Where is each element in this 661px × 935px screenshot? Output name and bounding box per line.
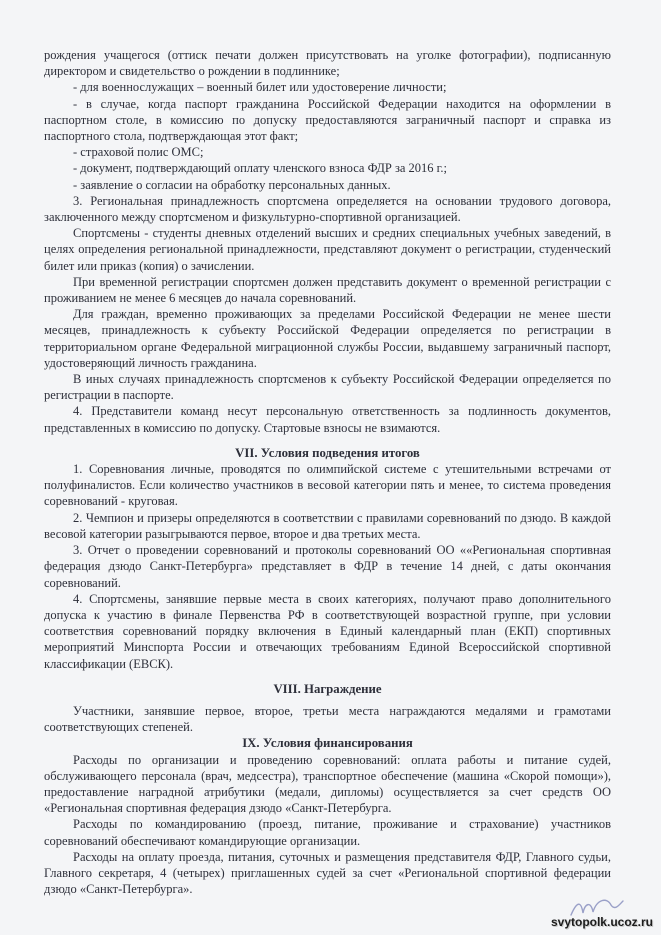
paragraph: 3. Региональная принадлежность спортсмена определяется на основании трудового договора, заключенного между спортсменом и физкультурно-спортивной организацией.	[44, 193, 611, 225]
paragraph: Участники, занявшие первое, второе, третьи места награждаются медалями и грамотами соответствующих степеней.	[44, 703, 611, 735]
list-item: - заявление о согласии на обработку персональных данных.	[73, 177, 391, 192]
paragraph: 4. Спортсмены, занявшие первые места в своих категориях, получают право дополнительного допуска к участию в финале Первенства РФ в соответствующей возрастной группе, при условии соответствия соревнований порядку включения в Единый календарный план (ЕКП) спортивных мероприятий Минспорта России и отвечающих требованиям Единой Всероссийской спортивной классификации (ЕВСК).	[44, 591, 611, 671]
paragraph: Расходы по организации и проведению соревнований: оплата работы и питание судей, обслуживающего персонала (врач, медсестра), транспортное обеспечение (машина «Скорой помощи»), предоставление наградной атрибутики (медали, дипломы) осуществляется за счет средств ОО «Региональная спортивная федерация дзюдо «Санкт-Петербурга.	[44, 752, 611, 816]
section-heading-8: VIII. Награждение	[273, 681, 382, 696]
paragraph: 3. Отчет о проведении соревнований и протоколы соревнований ОО ««Региональная спортивная федерация дзюдо Санкт-Петербурга» представляет в ФДР в течение 14 дней, с даты окончания соревнований.	[44, 543, 611, 590]
document-body	[44, 47, 611, 897]
paragraph: 4. Представители команд несут персональную ответственность за подлинность документов, представленных в комиссию по допуску. Стартовые взносы не взимаются.	[44, 404, 611, 435]
paragraph: Расходы по командированию (проезд, питание, проживание и страхование) участников соревнований обеспечивают командирующие организации.	[44, 817, 611, 848]
paragraph: Расходы на оплату проезда, питания, суточных и размещения представителя ФДР, Главного судьи, Главного секретаря, 4 (четырех) приглашенных судей за счет «Региональной спортивной федерации дзюдо «Санкт-Петербурга».	[44, 849, 611, 897]
paragraph: Для граждан, временно проживающих за пределами Российской Федерации не менее шести месяцев, принадлежность к субъекту Российской Федерации определяется по регистрации в территориальном органе Федеральной миграционной службы России, выдавшему заграничный паспорт, удостоверяющий личность гражданина.	[44, 307, 611, 370]
paragraph: Спортсмены - студенты дневных отделений высших и средних специальных учебных заведений, в целях определения региональной принадлежности, представляют документ о регистрации, студенческий билет или приказ (копия) о зачислении.	[44, 226, 611, 273]
paragraph: При временной регистрации спортсмен должен представить документ о временной регистрации с проживанием не менее 6 месяцев до начала соревнований.	[44, 274, 611, 306]
list-item: - для военнослужащих – военный билет или удостоверение личности;	[73, 80, 447, 95]
section-heading-9: IX. Условия финансирования	[242, 736, 413, 751]
paragraph: рождения учащегося (оттиск печати должен присутствовать на уголке фотографии), подписанную директором и свидетельство о рождении в подлиннике;	[44, 48, 611, 79]
list-item: - страховой полис ОМС;	[73, 145, 204, 160]
site-watermark: svytopolk.ucoz.ru	[550, 915, 653, 929]
list-item: - в случае, когда паспорт гражданина Российской Федерации находится на оформлении в паспортном столе, в комиссию по допуску предоставляются заграничный паспорт и справка из паспортного стола, подтверждающая этот факт;	[44, 96, 611, 144]
paragraph: 2. Чемпион и призеры определяются в соответствии с правилами соревнований по дзюдо. В каждой весовой категории разыгрываются первое, второе и два третьих места.	[44, 510, 611, 541]
paragraph: 1. Соревнования личные, проводятся по олимпийской системе с утешительными встречами от полуфиналистов. Если количество участников в весовой категории пять и менее, то система проведения соревнований - круговая.	[44, 462, 611, 509]
list-item: - документ, подтверждающий оплату членского взноса ФДР за 2016 г.;	[73, 161, 447, 176]
paragraph: В иных случаях принадлежность спортсменов к субъекту Российской Федерации определяется по регистрации в паспорте.	[44, 372, 611, 403]
section-heading-7: VII. Условия подведения итогов	[235, 445, 420, 460]
